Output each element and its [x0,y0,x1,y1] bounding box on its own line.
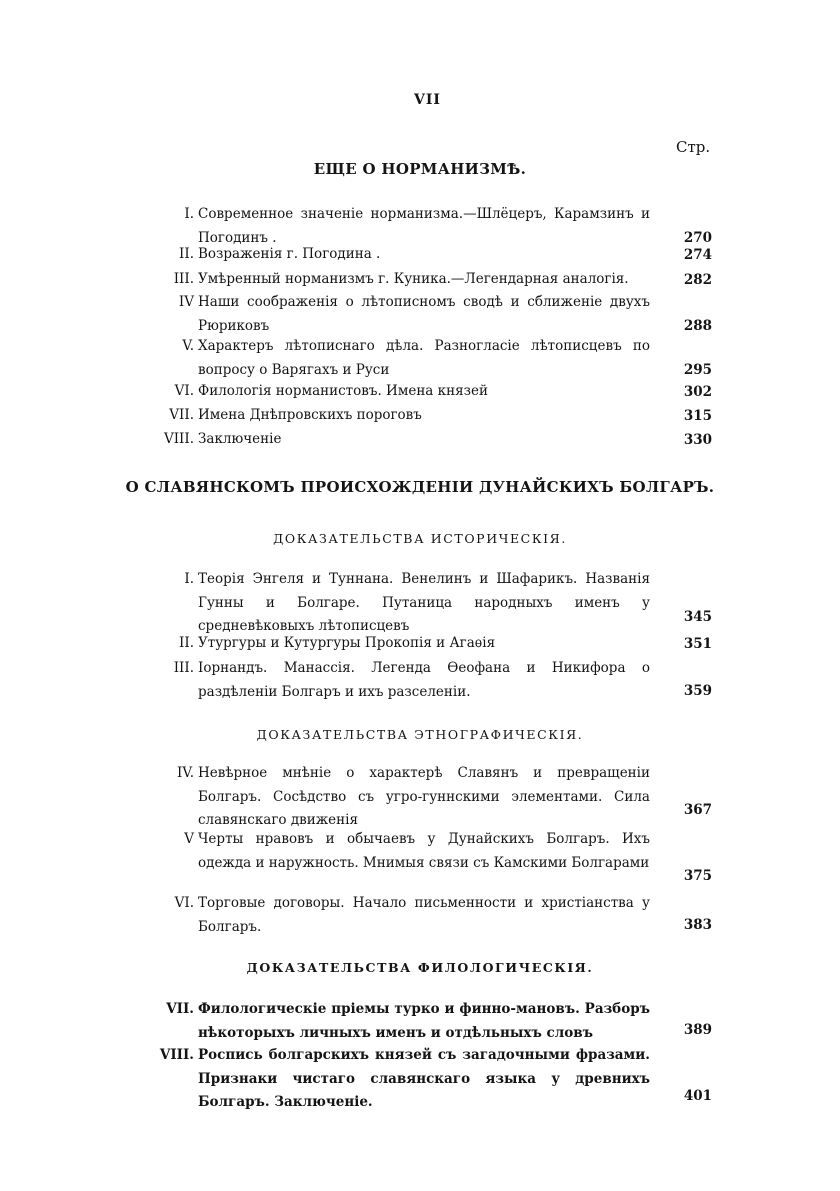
page-number: VII [414,92,441,108]
subsection-title-historical: ДОКАЗАТЕЛЬСТВА ИСТОРИЧЕСКІЯ. [273,531,567,546]
entry-text: Торговые договоры. Начало письменности и христіанства у Болгаръ. [198,895,650,935]
entry-text: Невѣрное мнѣніе о характерѣ Славянъ и превращеніи Болгаръ. Сосѣдство съ угро-гуннскими элементами. Сила славянскаго движенія [198,765,650,828]
entry-text: Характеръ лѣтописнаго дѣла. Разногласіе лѣтописцевъ по вопросу о Варягахъ и Руси [198,338,650,378]
entry-number: VIII. [163,431,194,447]
subsection-title-philological: ДОКАЗАТЕЛЬСТВА ФИЛОЛОГИЧЕСКІЯ. [246,960,594,975]
toc-entry [130,828,712,888]
entry-page: 330 [683,431,712,448]
entry-page: 351 [683,635,712,652]
toc-entry [130,1044,712,1108]
entry-page: 295 [683,361,712,378]
section-title-bulgars: О СЛАВЯНСКОМЪ ПРОИСХОЖДЕНІИ ДУНАЙСКИХЪ БОЛГАРЪ. [125,478,715,496]
entry-text: Іорнандъ. Манассія. Легенда Ѳеофана и Никифора о раздѣленіи Болгаръ и ихъ разселеніи. [198,660,650,700]
entry-page: 375 [683,867,712,884]
pages-column-heading: Стр. [676,138,711,156]
entry-number: I. [184,571,194,587]
entry-number: I. [184,206,194,222]
entry-page: 282 [683,271,712,288]
entry-number: VIII. [159,1047,194,1063]
entry-text: Филологическіе пріемы турко и финно-мановъ. Разборъ нѣкоторыхъ личныхъ именъ и отдѣльныхъ словъ [198,1001,650,1041]
entry-text: Возраженія г. Погодина . [198,246,381,262]
entry-number: VII. [169,407,194,423]
entry-number: VI. [174,895,194,911]
entry-number: III. [173,660,194,676]
toc-entry [130,291,712,338]
toc-entry [130,404,712,428]
subsection-title-ethnographic: ДОКАЗАТЕЛЬСТВА ЭТНОГРАФИЧЕСКІЯ. [256,727,584,742]
entry-text: Филологія норманистовъ. Имена князей [198,383,488,399]
entry-text: Умѣренный норманизмъ г. Куника.—Легендарная аналогія. [198,271,629,287]
toc-entry [130,335,712,382]
entry-number: V. [182,338,194,354]
section-title-normanism: ЕЩЕ О НОРМАНИЗМѢ. [313,160,527,178]
entry-page: 383 [683,916,712,933]
entry-text: Заключеніе [198,431,282,447]
entry-text: Черты нравовъ и обычаевъ у Дунайскихъ Болгаръ. Ихъ одежда и наружность. Мнимыя связи съ Камскими Болгарами [198,831,650,871]
toc-entry [130,380,712,404]
toc-entry [130,428,712,452]
entry-page: 345 [683,608,712,625]
entry-page: 302 [683,383,712,400]
entry-text: Теорія Энгеля и Туннана. Венелинъ и Шафарикъ. Названія Гунны и Болгаре. Путаница народныхъ именъ у средневѣковыхъ лѣтописцевъ [198,571,650,634]
entry-text: Утургуры и Кутургуры Прокопія и Агаѳія [198,635,496,651]
entry-number: II. [179,635,194,651]
entry-text: Современное значеніе норманизма.—Шлёцеръ, Карамзинъ и Погодинъ . [198,206,650,246]
toc-entry [130,762,712,828]
toc-entry [130,268,712,292]
entry-text: Имена Днѣпровскихъ пороговъ [198,407,422,423]
entry-page: 288 [683,317,712,334]
toc-entry [130,243,712,267]
entry-text: Наши соображенія о лѣтописномъ сводѣ и сближеніе двухъ Рюриковъ [198,294,650,334]
entry-text: Роспись болгарскихъ князей съ загадочными фразами. Признаки чистаго славянскаго языка у древнихъ Болгаръ. Заключеніе. [198,1047,650,1110]
toc-entry [130,892,712,937]
entry-page: 389 [683,1021,712,1038]
entry-number: II. [179,246,194,262]
toc-entry [130,998,712,1042]
entry-number: IV [178,294,194,310]
entry-page: 274 [683,246,712,263]
toc-entry [130,632,712,656]
entry-page: 401 [683,1087,712,1104]
entry-number: IV. [176,765,194,781]
entry-number: VII. [166,1001,194,1017]
entry-number: III. [173,271,194,287]
entry-number: V [184,831,194,847]
toc-entry [130,657,712,703]
toc-entry [130,568,712,634]
entry-page: 359 [683,682,712,699]
entry-page: 367 [683,801,712,818]
entry-page: 270 [683,229,712,246]
entry-number: VI. [174,383,194,399]
entry-page: 315 [683,407,712,424]
